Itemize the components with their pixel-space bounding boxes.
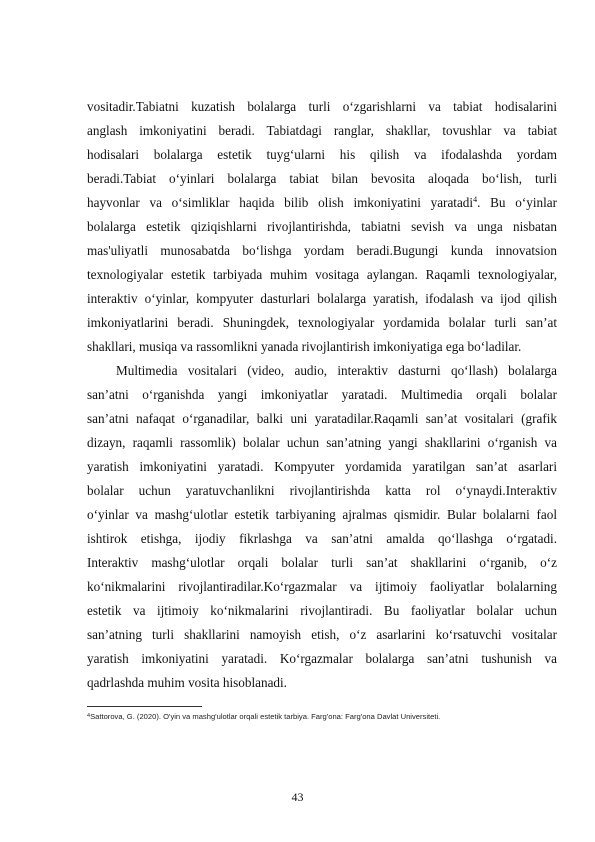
body-line: bolalar uchun yaratuvchanlikni rivojlantirishda katta rol o‘ynaydi.Interaktiv: [87, 483, 557, 498]
body-line: san’atni nafaqat o‘rganadilar, balki uni yaratadilar.Raqamli san’at vositalari (grafik: [87, 411, 557, 426]
body-line: mas'uliyatli munosabatda bo‘lishga yordam beradi.Bugungi kunda innovatsion: [87, 243, 557, 258]
body-line: shakllari, musiqa va rassomlikni yanada rivojlantirish imkoniyatiga ega bo‘ladilar.: [87, 339, 522, 354]
footnote-number: 4: [87, 713, 91, 719]
body-line: san’atni o‘rganishda yangi imkoniyatlar yaratadi. Multimedia orqali bolalar: [87, 387, 557, 402]
body-line: yaratish imkoniyatini yaratadi. Kompyuter yordamida yaratilgan san’at asarlari: [87, 459, 557, 474]
body-line: imkoniyatlarini beradi. Shuningdek, texnologiyalar yordamida bolalar turli san’at: [87, 315, 557, 330]
body-line-with-footnote: [87, 195, 557, 211]
body-line: estetik va ijtimoiy ko‘nikmalarini rivojlantiradi. Bu faoliyatlar bolalar uchun: [87, 603, 557, 618]
body-line: dizayn, raqamli rassomlik) bolalar uchun san’atning yangi shakllarini o‘rganish va: [87, 435, 557, 450]
body-line: hodisalari bolalarga estetik tuyg‘ularni his qilish va ifodalashda yordam: [87, 147, 557, 162]
page-number: 43: [291, 790, 304, 804]
body-line: yaratish imkoniyatini yaratadi. Ko‘rgazmalar bolalarga san’atni tushunish va: [87, 651, 557, 666]
body-line: bolalarga estetik qiziqishlarni rivojlantirishda, tabiatni sevish va unga nisbatan: [87, 219, 557, 234]
body-line: ko‘nikmalarini rivojlantiradilar.Ko‘rgazmalar va ijtimoiy faoliyatlar bolalarning: [87, 579, 557, 594]
body-line-text: hayvonlar va o‘simliklar haqida bilib olish imkoniyatini yaratadi: [87, 195, 474, 210]
body-line: Interaktiv mashg‘ulotlar orqali bolalar turli san’at shakllarini o‘rganib, o‘z: [87, 555, 557, 570]
footnote-text: Sattorova, G. (2020). O'yin va mashg'ulotlar orqali estetik tarbiya. Farg'ona: Farg'ona Davlat Universiteti.: [90, 712, 441, 721]
footnote-reference[interactable]: 4: [473, 195, 478, 204]
body-line-text: . Bu o‘yinlar: [477, 195, 557, 210]
footnote-separator: [87, 706, 202, 707]
body-line: ishtirok etishga, ijodiy fikrlashga va san’atni amalda qo‘llashga o‘rgatadi.: [87, 531, 557, 546]
footnote: [87, 711, 557, 722]
paragraph-first-line: Multimedia vositalari (video, audio, interaktiv dasturni qo‘llash) bolalarga: [116, 363, 557, 378]
body-line: texnologiyalar estetik tarbiyada muhim vositaga aylangan. Raqamli texnologiyalar,: [87, 267, 557, 282]
body-line: san’atning turli shakllarini namoyish etish, o‘z asarlarini ko‘rsatuvchi vositalar: [87, 627, 557, 642]
body-line: o‘yinlar va mashg‘ulotlar estetik tarbiyaning ajralmas qismidir. Bular bolalarni faol: [87, 507, 557, 522]
body-line: vositadir.Tabiatni kuzatish bolalarga turli o‘zgarishlarni va tabiat hodisalarini: [87, 99, 557, 114]
body-line: beradi.Tabiat o‘yinlari bolalarga tabiat bilan bevosita aloqada bo‘lish, turli: [87, 171, 557, 186]
body-line: interaktiv o‘yinlar, kompyuter dasturlari bolalarga yaratish, ifodalash va ijod qilish: [87, 291, 557, 306]
body-line: anglash imkoniyatini beradi. Tabiatdagi ranglar, shakllar, tovushlar va tabiat: [87, 123, 557, 138]
body-line: qadrlashda muhim vosita hisoblanadi.: [87, 675, 287, 690]
